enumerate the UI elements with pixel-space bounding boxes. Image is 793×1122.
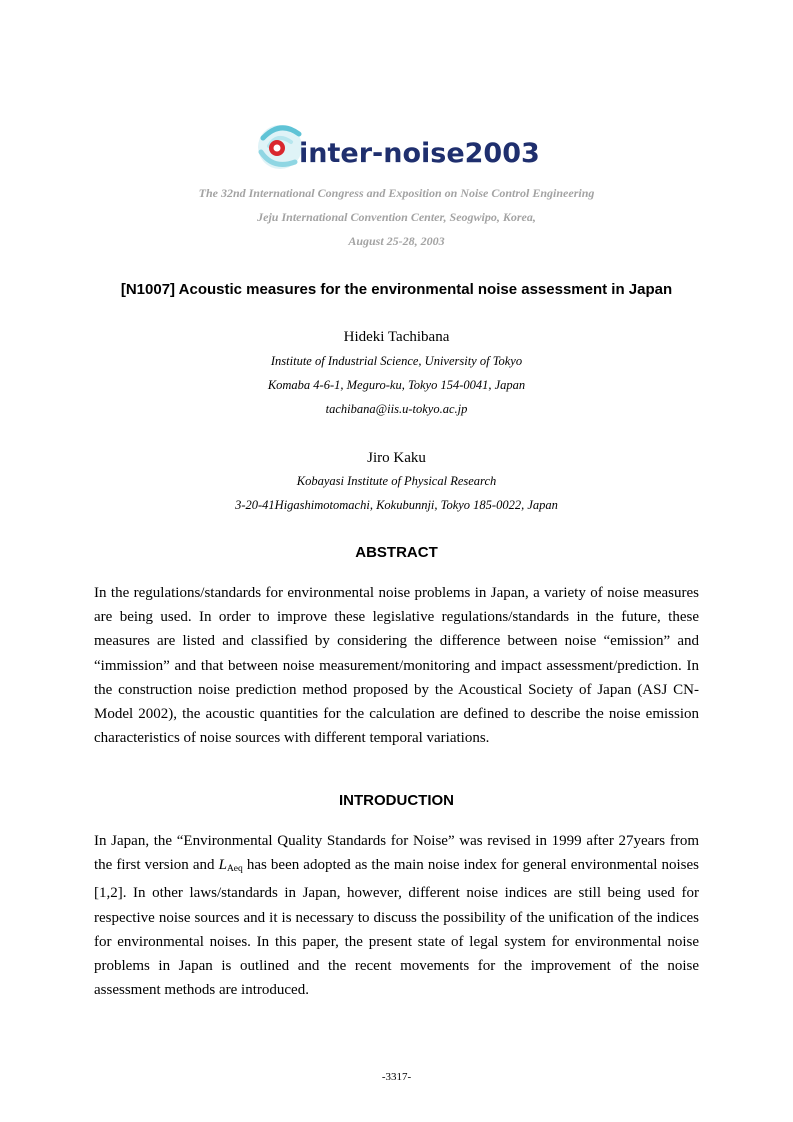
paper-title: [N1007] Acoustic measures for the environmental noise assessment in Japan xyxy=(120,281,673,298)
author-address: Komaba 4-6-1, Meguro-ku, Tokyo 154-0041, Japan xyxy=(267,378,526,392)
intro-text-part1: In Japan, the “Environmental Quality Standards for Noise” was revised in 1999 after 27years from the first version and xyxy=(94,833,699,874)
conference-logo xyxy=(255,118,545,178)
inter-noise-logo-icon xyxy=(255,118,545,178)
laeq-symbol: L xyxy=(218,857,227,874)
author-address: 3-20-41Higashimotomachi, Kokubunnji, Tokyo 185-0022, Japan xyxy=(235,498,558,512)
author-affiliation: Kobayasi Institute of Physical Research xyxy=(296,474,497,488)
author-email: tachibana@iis.u-tokyo.ac.jp xyxy=(325,402,468,416)
author-name: Jiro Kaku xyxy=(367,450,426,466)
conference-name: The 32nd International Congress and Exposition on Noise Control Engineering xyxy=(198,186,595,200)
logo-text: inter-noise2003 xyxy=(299,138,540,169)
conference-dates: August 25-28, 2003 xyxy=(348,234,445,248)
intro-text-part2: has been adopted as the main noise index for general environmental noises [1,2]. In other laws/standards in Japan, however, different noise indices are still being used for respective noise sources and it is necessary to discuss the possibility of the unification of the indices for environmental noises. In this paper, the present state of legal system for environmental noise problems in Japan is outlined and the recent movements for the improvement of the noise assessment methods are introduced. xyxy=(94,857,699,999)
author-affiliation: Institute of Industrial Science, University of Tokyo xyxy=(270,354,523,368)
abstract-heading: ABSTRACT xyxy=(355,544,438,561)
laeq-subscript: Aeq xyxy=(226,864,243,875)
page-number: -3317- xyxy=(381,1071,412,1083)
introduction-text xyxy=(94,829,699,1002)
introduction-heading: INTRODUCTION xyxy=(339,792,454,809)
author-name: Hideki Tachibana xyxy=(343,329,450,345)
conference-venue: Jeju International Convention Center, Seogwipo, Korea, xyxy=(257,210,536,224)
abstract-text: In the regulations/standards for environmental noise problems in Japan, a variety of noise measures are being used. In order to improve these legislative regulations/standards in the future, these measures are listed and classified by considering the difference between noise “emission” and “immission” and that between noise measurement/monitoring and impact assessment/prediction. In the construction noise prediction method proposed by the Acoustical Society of Japan (ASJ CN-Model 2002), the acoustic quantities for the calculation are defined to describe the noise emission characteristics of noise sources with different temporal variations. xyxy=(94,585,699,747)
